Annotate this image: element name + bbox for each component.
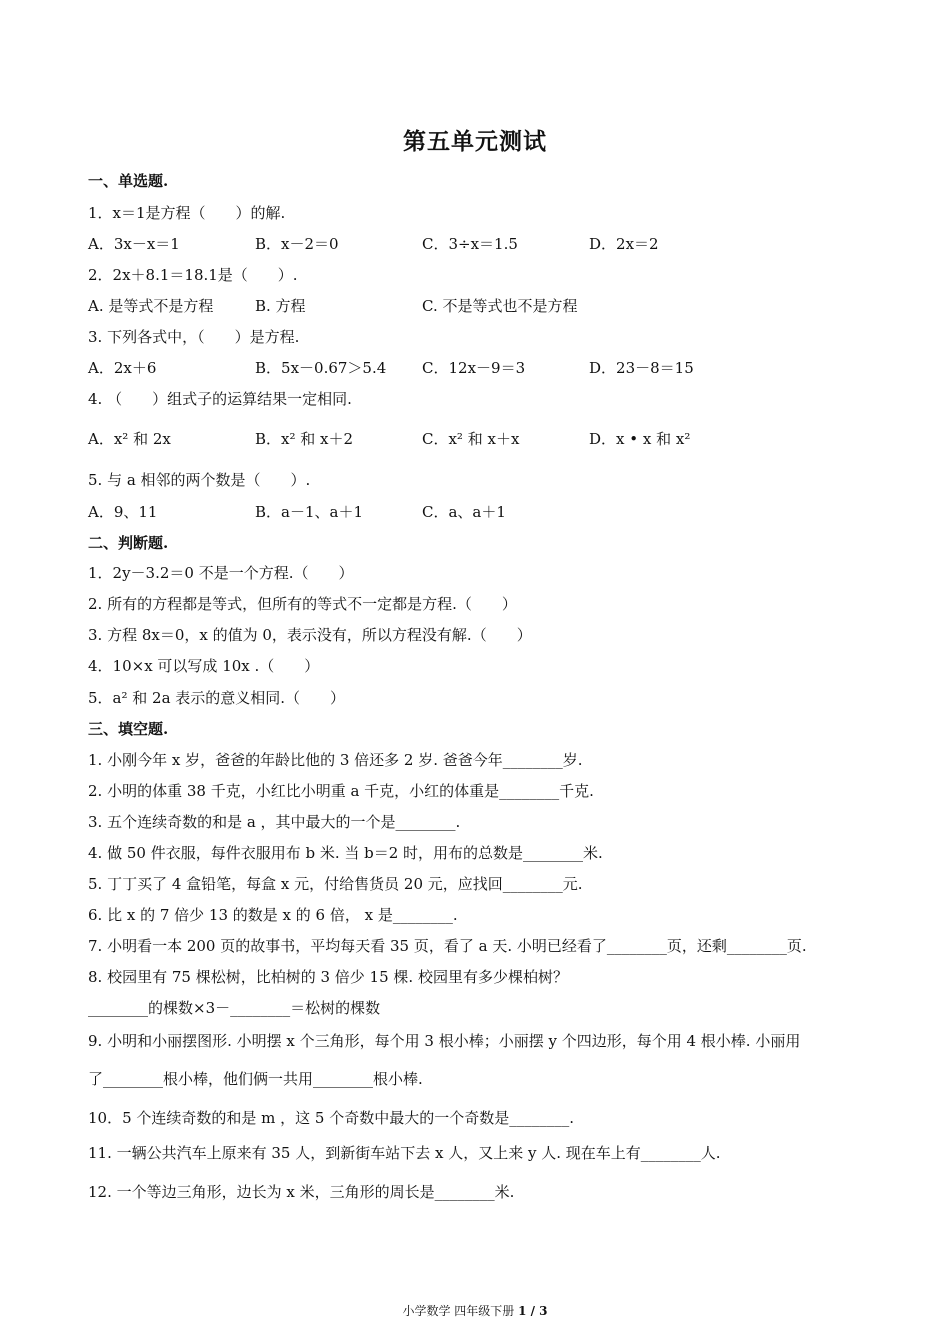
option: B．5x－0.67＞5.4 <box>255 359 387 377</box>
option: B．a－1、a＋1 <box>255 503 363 521</box>
option: C. 不是等式也不是方程 <box>422 297 578 315</box>
page-title: 第五单元测试 <box>403 128 547 155</box>
option: D．2x＝2 <box>589 235 659 253</box>
option: A．x² 和 2x <box>88 430 171 448</box>
fill-item: 12. 一个等边三角形，边长为 x 米，三角形的周长是________米. <box>88 1183 515 1201</box>
choice-q1-stem: 1．x＝1是方程（ ）的解. <box>88 204 286 222</box>
option: D．x • x 和 x² <box>589 430 691 448</box>
page-number: 1 / 3 <box>518 1304 548 1318</box>
option: C．3÷x＝1.5 <box>422 235 518 253</box>
fill-item: 10．5 个连续奇数的和是 m ，这 5 个奇数中最大的一个奇数是________. <box>88 1109 575 1127</box>
option: A．9、11 <box>88 503 158 521</box>
fill-item: 4. 做 50 件衣服，每件衣服用布 b 米. 当 b＝2 时，用布的总数是________米. <box>88 844 603 862</box>
fill-item: 2. 小明的体重 38 千克，小红比小明重 a 千克，小红的体重是________千克. <box>88 782 594 800</box>
fill-item: 5. 丁丁买了 4 盒铅笔，每盒 x 元，付给售货员 20 元，应找回________元. <box>88 875 583 893</box>
choice-q1-options <box>88 234 868 254</box>
option: A．2x＋6 <box>88 359 157 377</box>
fill-item: 8. 校园里有 75 棵松树，比柏树的 3 倍少 15 棵. 校园里有多少棵柏树？ <box>88 968 568 986</box>
judge-item: 4．10×x 可以写成 10x .（ ） <box>88 657 320 675</box>
choice-q2-stem: 2．2x＋8.1＝18.1是（ ）. <box>88 266 298 284</box>
option: C．a、a＋1 <box>422 503 506 521</box>
page-footer <box>0 1302 950 1319</box>
choice-q5-stem: 5. 与 a 相邻的两个数是（ ）. <box>88 471 311 489</box>
section-heading-true-false: 二、判断题. <box>88 534 169 552</box>
choice-q2-options <box>88 296 868 316</box>
judge-item: 5．a² 和 2a 表示的意义相同.（ ） <box>88 689 346 707</box>
fill-item: 6. 比 x 的 7 倍少 13 的数是 x 的 6 倍， x 是________. <box>88 906 458 924</box>
option: B．x－2＝0 <box>255 235 339 253</box>
option: C．x² 和 x＋x <box>422 430 520 448</box>
option: A．3x－x＝1 <box>88 235 180 253</box>
fill-item: 1. 小刚今年 x 岁，爸爸的年龄比他的 3 倍还多 2 岁. 爸爸今年________岁. <box>88 751 583 769</box>
fill-item: 9. 小明和小丽摆图形. 小明摆 x 个三角形，每个用 3 根小棒；小丽摆 y 个四边形，每个用 4 根小棒. 小丽用 <box>88 1032 801 1050</box>
fill-item: 11. 一辆公共汽车上原来有 35 人，到新街车站下去 x 人，又上来 y 人. 现在车上有________人. <box>88 1144 721 1162</box>
option: C．12x－9＝3 <box>422 359 526 377</box>
fill-item: 7. 小明看一本 200 页的故事书，平均每天看 35 页，看了 a 天. 小明已经看了________页，还剩________页. <box>88 937 807 955</box>
choice-q5-options <box>88 502 868 522</box>
fill-item: 了________根小棒，他们俩一共用________根小棒. <box>88 1070 423 1088</box>
option: B．x² 和 x＋2 <box>255 430 354 448</box>
choice-q3-options <box>88 358 868 378</box>
section-heading-single-choice: 一、单选题. <box>88 172 169 190</box>
judge-item: 2. 所有的方程都是等式，但所有的等式不一定都是方程.（ ） <box>88 595 517 613</box>
judge-item: 3. 方程 8x＝0，x 的值为 0，表示没有，所以方程没有解.（ ） <box>88 626 532 644</box>
choice-q3-stem: 3. 下列各式中，（ ）是方程. <box>88 328 300 346</box>
fill-item: 3. 五个连续奇数的和是 a ，其中最大的一个是________. <box>88 813 461 831</box>
judge-item: 1．2y－3.2＝0 不是一个方程.（ ） <box>88 564 354 582</box>
footer-text: 小学数学 四年级下册 <box>402 1304 519 1318</box>
option: A. 是等式不是方程 <box>88 297 214 315</box>
section-heading-fill-blank: 三、填空题. <box>88 720 169 738</box>
choice-q4-stem: 4. （ ）组式子的运算结果一定相同. <box>88 390 352 408</box>
choice-q4-options <box>88 429 868 449</box>
fill-item: ________的棵数×3－________＝松树的棵数 <box>88 999 381 1017</box>
option: B. 方程 <box>255 297 306 315</box>
option: D．23－8＝15 <box>589 359 694 377</box>
